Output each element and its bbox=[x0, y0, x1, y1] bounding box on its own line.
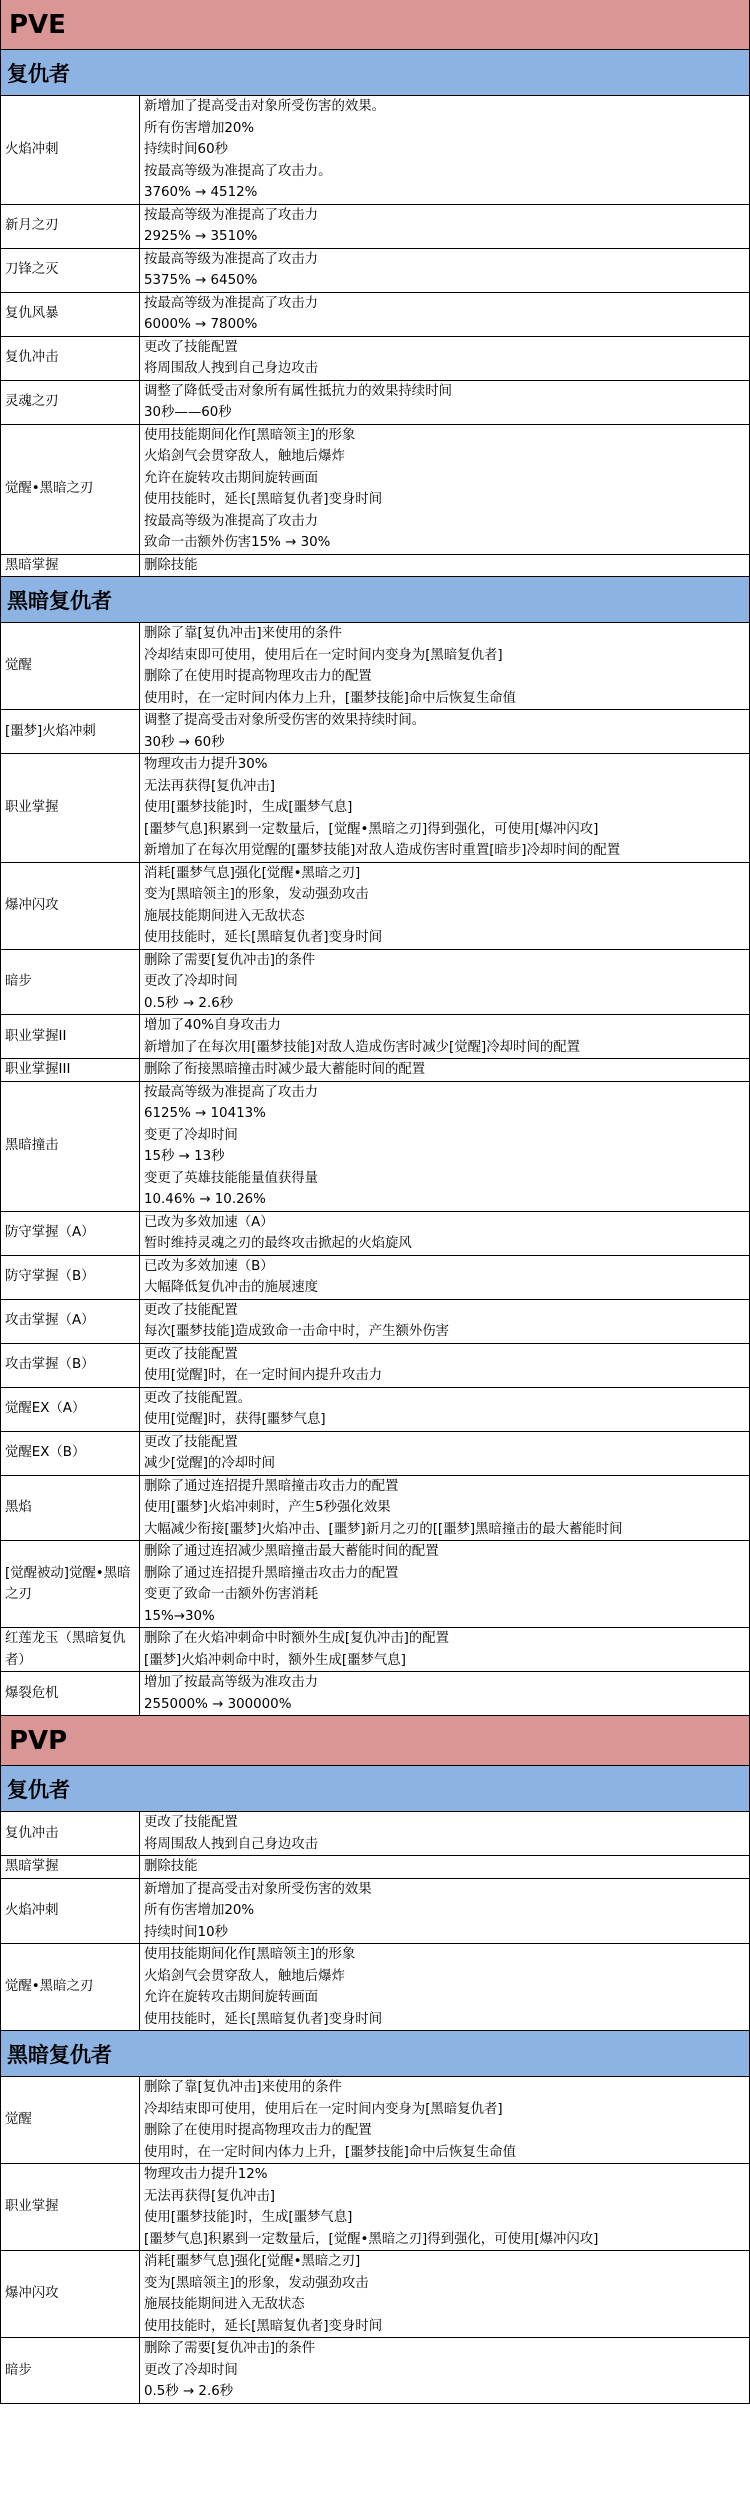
skill-changes bbox=[140, 1015, 750, 1059]
change-line: 减少[觉醒]的冷却时间 bbox=[144, 1456, 275, 1471]
change-line: 使用技能时，延长[黑暗复仇者]变身时间 bbox=[144, 492, 383, 507]
skill-changes bbox=[140, 380, 750, 424]
change-line: 新增加了提高受击对象所受伤害的效果。 bbox=[144, 99, 386, 114]
skill-changes bbox=[140, 96, 750, 204]
skill-changes bbox=[140, 1628, 750, 1672]
change-line: 新增加了在每次用[噩梦技能]对敌人造成伤害时减少[觉醒]冷却时间的配置 bbox=[144, 1039, 581, 1055]
skill-changes bbox=[140, 1812, 750, 1856]
change-line: 使用时，在一定时间内体力上升，[噩梦技能]命中后恢复生命值 bbox=[144, 690, 516, 706]
skill-row bbox=[1, 2338, 749, 2404]
change-line: 无法再获得[复仇冲击] bbox=[144, 2188, 275, 2204]
skill-changes bbox=[140, 292, 750, 336]
skill-name: 觉醒EX（A） bbox=[1, 1387, 140, 1431]
skill-row bbox=[1, 1541, 749, 1628]
change-line: 将周围敌人拽到自己身边攻击 bbox=[144, 1836, 319, 1852]
skill-row bbox=[1, 1475, 749, 1541]
change-line: 删除了通过连招提升黑暗撞击攻击力的配置 bbox=[144, 1565, 399, 1581]
skill-row bbox=[1, 1211, 749, 1255]
change-line: 调整了提高受击对象所受伤害的效果持续时间。 bbox=[144, 713, 426, 728]
skill-table bbox=[1, 1812, 749, 2031]
change-line: 允许在旋转攻击期间旋转画面 bbox=[144, 470, 319, 486]
skill-changes bbox=[140, 554, 750, 577]
change-line: 删除了通过连招减少黑暗撞击最大蓄能时间的配置 bbox=[144, 1544, 439, 1559]
change-line: 按最高等级为准提高了攻击力。 bbox=[144, 163, 332, 179]
change-line: 变更了致命一击额外伤害消耗 bbox=[144, 1587, 319, 1602]
skill-name: 复仇风暴 bbox=[1, 292, 140, 336]
class-header: 黑暗复仇者 bbox=[1, 577, 749, 623]
change-line: 3760% → 4512% bbox=[144, 185, 258, 200]
skill-row bbox=[1, 96, 749, 204]
change-line: 变更了英雄技能能量值获得量 bbox=[144, 1170, 319, 1186]
skill-changes bbox=[140, 1475, 750, 1541]
change-line: 15%→30% bbox=[144, 1608, 215, 1624]
skill-row bbox=[1, 292, 749, 336]
skill-name: 觉醒•黑暗之刃 bbox=[1, 1944, 140, 2031]
skill-row bbox=[1, 1628, 749, 1672]
skill-row bbox=[1, 1672, 749, 1716]
change-line: 6125% → 10413% bbox=[144, 1106, 266, 1121]
change-line: 火焰剑气会贯穿敌人，触地后爆炸 bbox=[144, 449, 345, 464]
change-line: 255000% → 300000% bbox=[144, 1696, 292, 1712]
change-line: 新增加了在每次用觉醒的[噩梦技能]对敌人造成伤害时重置[暗步]冷却时间的配置 bbox=[144, 843, 621, 858]
skill-changes bbox=[140, 336, 750, 380]
skill-row bbox=[1, 248, 749, 292]
skill-changes bbox=[140, 862, 750, 949]
change-line: 使用[觉醒]时，在一定时间内提升攻击力 bbox=[144, 1368, 383, 1383]
skill-name: 暗步 bbox=[1, 949, 140, 1015]
change-line: 按最高等级为准提高了攻击力 bbox=[144, 513, 319, 529]
skill-row bbox=[1, 1255, 749, 1299]
skill-name: 红莲龙玉（黑暗复仇者） bbox=[1, 1628, 140, 1672]
skill-row bbox=[1, 1299, 749, 1343]
skill-changes bbox=[140, 1878, 750, 1944]
skill-row bbox=[1, 623, 749, 710]
change-line: 变为[黑暗领主]的形象，发动强劲攻击 bbox=[144, 887, 369, 902]
change-line: 更改了技能配置 bbox=[144, 1434, 238, 1450]
skill-changes bbox=[140, 2077, 750, 2164]
change-line: 15秒 → 13秒 bbox=[144, 1149, 225, 1164]
skill-table bbox=[1, 96, 749, 577]
skill-row bbox=[1, 1387, 749, 1431]
skill-changes bbox=[140, 1211, 750, 1255]
skill-changes bbox=[140, 1431, 750, 1475]
change-line: 按最高等级为准提高了攻击力 bbox=[144, 207, 319, 223]
change-line: 致命一击额外伤害15% → 30% bbox=[144, 535, 331, 550]
change-line: 物理攻击力提升30% bbox=[144, 757, 268, 772]
skill-changes bbox=[140, 424, 750, 554]
skill-row bbox=[1, 1878, 749, 1944]
skill-changes bbox=[140, 1387, 750, 1431]
skill-changes bbox=[140, 2338, 750, 2404]
change-line: 使用时，在一定时间内体力上升，[噩梦技能]命中后恢复生命值 bbox=[144, 2144, 516, 2160]
change-line: 更改了技能配置 bbox=[144, 1346, 238, 1362]
skill-changes bbox=[140, 2251, 750, 2338]
change-line: 施展技能期间进入无敌状态 bbox=[144, 2297, 305, 2312]
change-line: [噩梦]火焰冲刺命中时，额外生成[噩梦气息] bbox=[144, 1652, 406, 1668]
change-line: 物理攻击力提升12% bbox=[144, 2167, 268, 2182]
skill-name: 火焰冲刺 bbox=[1, 96, 140, 204]
change-line: 删除了衔接黑暗撞击时减少最大蓄能时间的配置 bbox=[144, 1062, 426, 1077]
skill-name: [觉醒被动]觉醒•黑暗之刃 bbox=[1, 1541, 140, 1628]
mode-header-pve: PVE bbox=[1, 0, 749, 50]
skill-row bbox=[1, 754, 749, 863]
change-line: 使用[噩梦]火焰冲刺时，产生5秒强化效果 bbox=[144, 1500, 391, 1515]
skill-name: 防守掌握（B） bbox=[1, 1255, 140, 1299]
change-line: 施展技能期间进入无敌状态 bbox=[144, 908, 305, 924]
skill-row bbox=[1, 1343, 749, 1387]
skill-changes bbox=[140, 623, 750, 710]
change-line: 每次[噩梦技能]造成致命一击命中时，产生额外伤害 bbox=[144, 1324, 450, 1339]
skill-row bbox=[1, 1059, 749, 1082]
skill-table bbox=[1, 2077, 749, 2404]
skill-changes bbox=[140, 204, 750, 248]
skill-name: 觉醒•黑暗之刃 bbox=[1, 424, 140, 554]
change-line: 火焰剑气会贯穿敌人，触地后爆炸 bbox=[144, 1968, 345, 1984]
change-line: 按最高等级为准提高了攻击力 bbox=[144, 251, 319, 267]
change-line: 使用技能期间化作[黑暗领主]的形象 bbox=[144, 1947, 356, 1962]
change-line: 已改为多效加速（B） bbox=[144, 1258, 274, 1274]
change-line: 持续时间60秒 bbox=[144, 142, 228, 157]
skill-row bbox=[1, 336, 749, 380]
change-line: 删除了靠[复仇冲击]来使用的条件 bbox=[144, 2080, 342, 2095]
skill-name: 职业掌握 bbox=[1, 2164, 140, 2251]
class-header: 复仇者 bbox=[1, 50, 749, 96]
change-line: 无法再获得[复仇冲击] bbox=[144, 778, 275, 794]
skill-row bbox=[1, 2077, 749, 2164]
class-header: 复仇者 bbox=[1, 1766, 749, 1812]
skill-row bbox=[1, 1431, 749, 1475]
skill-name: 觉醒EX（B） bbox=[1, 1431, 140, 1475]
change-line: 删除了需要[复仇冲击]的条件 bbox=[144, 952, 316, 968]
skill-changes bbox=[140, 2164, 750, 2251]
change-line: 已改为多效加速（A） bbox=[144, 1214, 274, 1230]
change-line: 更改了冷却时间 bbox=[144, 974, 238, 989]
change-line: 30秒——60秒 bbox=[144, 405, 232, 420]
change-line: 冷却结束即可使用，使用后在一定时间内变身为[黑暗复仇者] bbox=[144, 2101, 503, 2117]
change-line: 增加了40%自身攻击力 bbox=[144, 1018, 281, 1033]
change-line: 使用技能期间化作[黑暗领主]的形象 bbox=[144, 427, 356, 443]
skill-changes bbox=[140, 1343, 750, 1387]
class-header: 黑暗复仇者 bbox=[1, 2031, 749, 2077]
skill-row bbox=[1, 949, 749, 1015]
skill-name: 火焰冲刺 bbox=[1, 1878, 140, 1944]
skill-name: 爆冲闪攻 bbox=[1, 862, 140, 949]
change-line: 持续时间10秒 bbox=[144, 1924, 228, 1940]
change-line: [噩梦气息]积累到一定数量后，[觉醒•黑暗之刃]得到强化，可使用[爆冲闪攻] bbox=[144, 2231, 599, 2247]
skill-table bbox=[1, 623, 749, 1716]
change-line: 使用技能时，延长[黑暗复仇者]变身时间 bbox=[144, 930, 383, 945]
skill-name: 新月之刃 bbox=[1, 204, 140, 248]
change-line: 使用[觉醒]时，获得[噩梦气息] bbox=[144, 1412, 326, 1427]
change-line: 大幅减少衔接[噩梦]火焰冲击、[噩梦]新月之刃的[[噩梦]黑暗撞击的最大蓄能时间 bbox=[144, 1521, 623, 1537]
change-line: 调整了降低受击对象所有属性抵抗力的效果持续时间 bbox=[144, 383, 452, 399]
skill-row bbox=[1, 1856, 749, 1879]
change-line: 5375% → 6450% bbox=[144, 273, 258, 288]
skill-row bbox=[1, 1812, 749, 1856]
change-line: 更改了技能配置 bbox=[144, 339, 238, 355]
skill-changes bbox=[140, 949, 750, 1015]
skill-name: 攻击掌握（B） bbox=[1, 1343, 140, 1387]
skill-name: 刀锋之灭 bbox=[1, 248, 140, 292]
change-line: 新增加了提高受击对象所受伤害的效果 bbox=[144, 1881, 372, 1897]
change-line: 变为[黑暗领主]的形象，发动强劲攻击 bbox=[144, 2275, 369, 2291]
change-line: 删除了通过连招提升黑暗撞击攻击力的配置 bbox=[144, 1478, 399, 1494]
change-line: 2925% → 3510% bbox=[144, 229, 258, 244]
change-line: 使用技能时，延长[黑暗复仇者]变身时间 bbox=[144, 2318, 383, 2334]
change-line: 删除了在使用时提高物理攻击力的配置 bbox=[144, 669, 372, 684]
change-line: 变更了冷却时间 bbox=[144, 1127, 238, 1143]
skill-changes bbox=[140, 1856, 750, 1879]
skill-row bbox=[1, 710, 749, 754]
change-line: 删除了需要[复仇冲击]的条件 bbox=[144, 2341, 316, 2356]
change-line: 删除了在火焰冲刺命中时额外生成[复仇冲击]的配置 bbox=[144, 1631, 450, 1646]
skill-name: 爆冲闪攻 bbox=[1, 2251, 140, 2338]
skill-changes bbox=[140, 248, 750, 292]
skill-name: 爆裂危机 bbox=[1, 1672, 140, 1716]
skill-name: 黑暗撞击 bbox=[1, 1081, 140, 1211]
skill-row bbox=[1, 1015, 749, 1059]
change-line: 将周围敌人拽到自己身边攻击 bbox=[144, 361, 319, 376]
skill-row bbox=[1, 1081, 749, 1211]
skill-row bbox=[1, 1944, 749, 2031]
change-line: 暂时维持灵魂之刃的最终攻击掀起的火焰旋风 bbox=[144, 1236, 412, 1251]
change-line: 消耗[噩梦气息]强化[觉醒•黑暗之刃] bbox=[144, 865, 361, 881]
change-line: 删除技能 bbox=[144, 557, 198, 573]
skill-changes bbox=[140, 710, 750, 754]
change-line: 允许在旋转攻击期间旋转画面 bbox=[144, 1990, 319, 2005]
skill-row bbox=[1, 862, 749, 949]
skill-name: 黑暗掌握 bbox=[1, 554, 140, 577]
mode-header-pvp: PVP bbox=[1, 1716, 749, 1766]
skill-row bbox=[1, 424, 749, 554]
skill-row bbox=[1, 2251, 749, 2338]
skill-name: 黑焰 bbox=[1, 1475, 140, 1541]
change-line: 更改了技能配置 bbox=[144, 1302, 238, 1318]
skill-name: 防守掌握（A） bbox=[1, 1211, 140, 1255]
change-line: 0.5秒 → 2.6秒 bbox=[144, 995, 234, 1011]
skill-name: 职业掌握III bbox=[1, 1059, 140, 1082]
change-line: 所有伤害增加20% bbox=[144, 1903, 255, 1918]
skill-changes bbox=[140, 1944, 750, 2031]
skill-changes bbox=[140, 754, 750, 863]
change-line: 6000% → 7800% bbox=[144, 317, 258, 332]
change-line: 删除技能 bbox=[144, 1859, 198, 1874]
change-line: 30秒 → 60秒 bbox=[144, 734, 225, 750]
change-line: 0.5秒 → 2.6秒 bbox=[144, 2384, 234, 2399]
skill-name: 职业掌握 bbox=[1, 754, 140, 863]
change-line: 使用[噩梦技能]时，生成[噩梦气息] bbox=[144, 2210, 353, 2225]
skill-changes bbox=[140, 1541, 750, 1628]
skill-name: 觉醒 bbox=[1, 2077, 140, 2164]
skill-row bbox=[1, 380, 749, 424]
change-line: 更改了冷却时间 bbox=[144, 2362, 238, 2378]
change-line: 使用技能时，延长[黑暗复仇者]变身时间 bbox=[144, 2011, 383, 2027]
skill-row bbox=[1, 204, 749, 248]
change-line: 消耗[噩梦气息]强化[觉醒•黑暗之刃] bbox=[144, 2254, 361, 2269]
skill-changes bbox=[140, 1255, 750, 1299]
change-line: 按最高等级为准提高了攻击力 bbox=[144, 295, 319, 311]
change-line: 10.46% → 10.26% bbox=[144, 1192, 266, 1207]
change-line: [噩梦气息]积累到一定数量后，[觉醒•黑暗之刃]得到强化，可使用[爆冲闪攻] bbox=[144, 821, 599, 837]
change-line: 冷却结束即可使用，使用后在一定时间内变身为[黑暗复仇者] bbox=[144, 647, 503, 663]
skill-name: 复仇冲击 bbox=[1, 1812, 140, 1856]
change-line: 所有伤害增加20% bbox=[144, 120, 255, 136]
change-line: 使用[噩梦技能]时，生成[噩梦气息] bbox=[144, 800, 353, 815]
skill-name: 职业掌握II bbox=[1, 1015, 140, 1059]
change-line: 大幅降低复仇冲击的施展速度 bbox=[144, 1280, 319, 1295]
skill-name: 复仇冲击 bbox=[1, 336, 140, 380]
skill-name: [噩梦]火焰冲刺 bbox=[1, 710, 140, 754]
skill-row bbox=[1, 554, 749, 577]
skill-name: 黑暗掌握 bbox=[1, 1856, 140, 1879]
change-line: 增加了按最高等级为准攻击力 bbox=[144, 1675, 319, 1690]
skill-changes bbox=[140, 1672, 750, 1716]
skill-name: 暗步 bbox=[1, 2338, 140, 2404]
change-line: 删除了在使用时提高物理攻击力的配置 bbox=[144, 2123, 372, 2138]
skill-row bbox=[1, 2164, 749, 2251]
change-line: 按最高等级为准提高了攻击力 bbox=[144, 1084, 319, 1100]
skill-changes bbox=[140, 1081, 750, 1211]
skill-changes bbox=[140, 1059, 750, 1082]
skill-name: 觉醒 bbox=[1, 623, 140, 710]
skill-name: 灵魂之刃 bbox=[1, 380, 140, 424]
change-line: 删除了靠[复仇冲击]来使用的条件 bbox=[144, 626, 342, 641]
change-line: 更改了技能配置。 bbox=[144, 1390, 252, 1406]
change-line: 更改了技能配置 bbox=[144, 1815, 238, 1830]
skill-name: 攻击掌握（A） bbox=[1, 1299, 140, 1343]
skill-changes bbox=[140, 1299, 750, 1343]
